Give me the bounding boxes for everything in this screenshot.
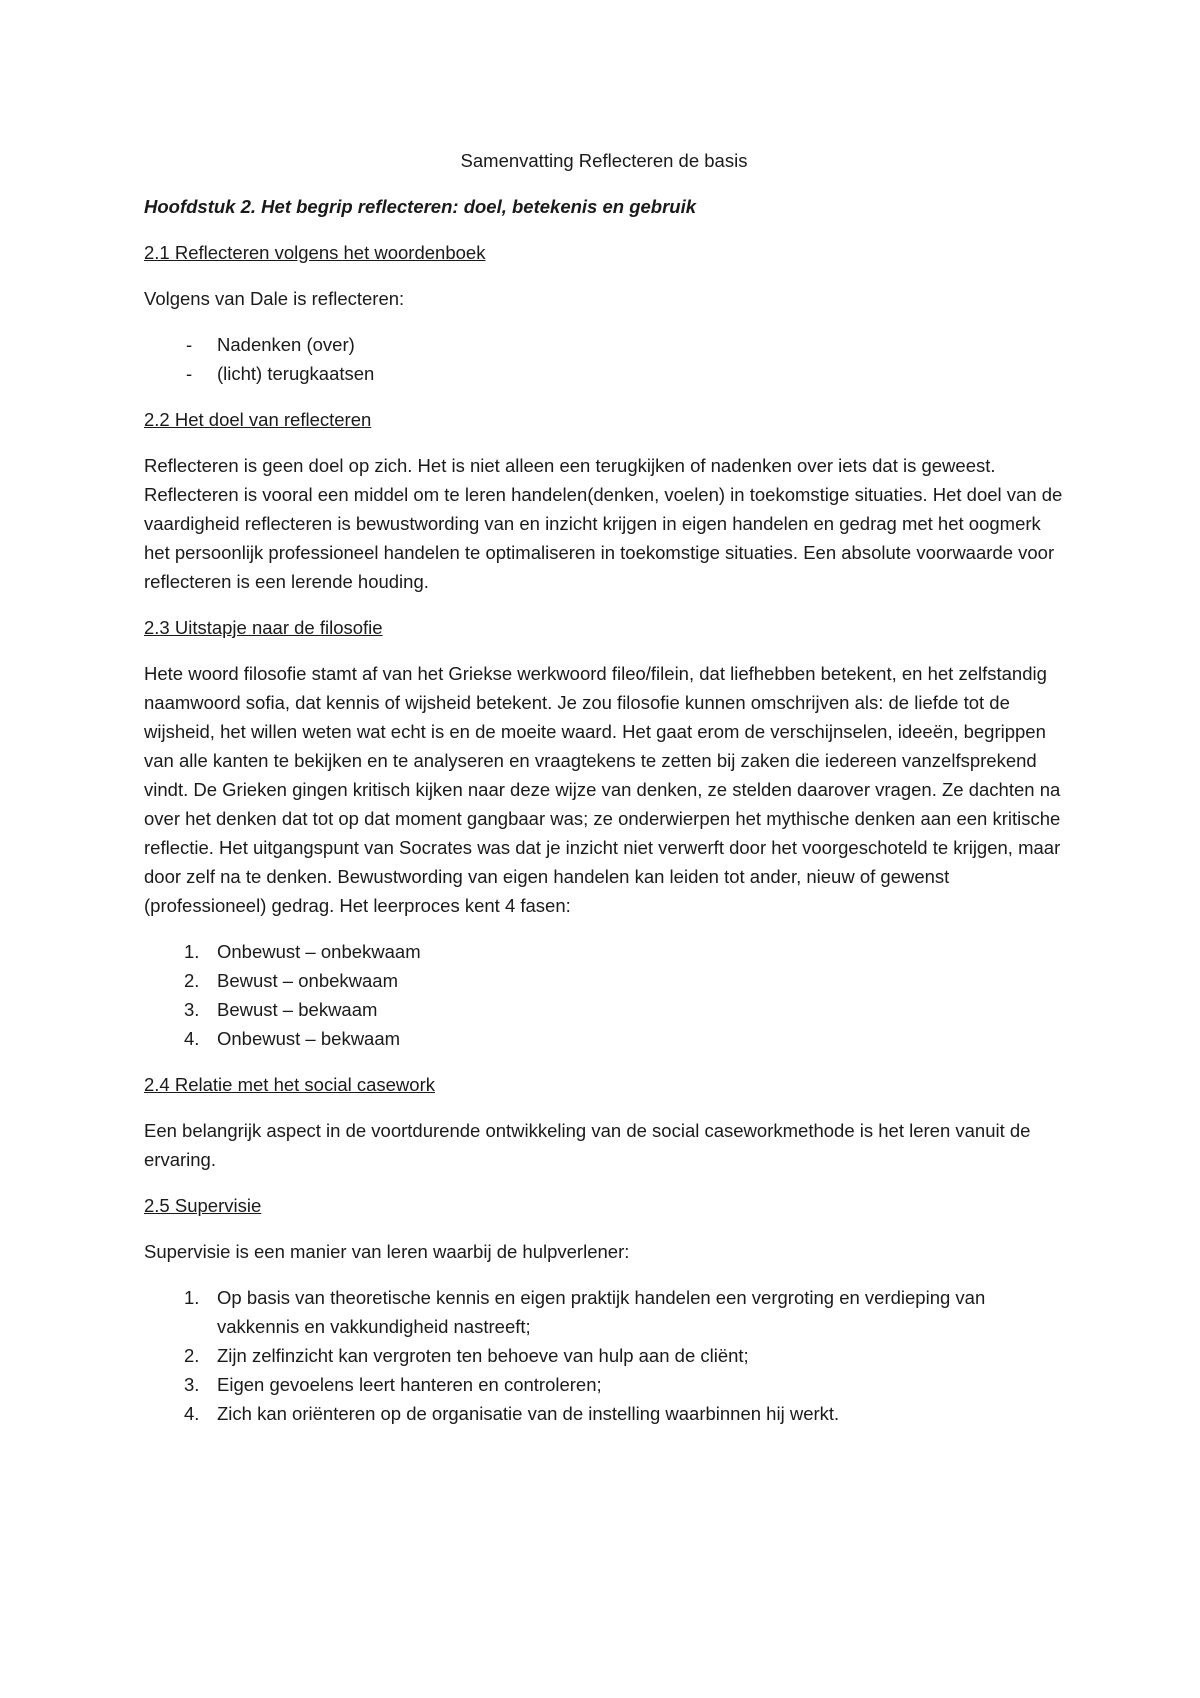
list-item	[144, 1024, 1064, 1053]
section-heading-2-5: 2.5 Supervisie	[144, 1195, 262, 1216]
list-number: 4.	[184, 1028, 200, 1049]
list-number: 1.	[184, 941, 200, 962]
section-2-1-intro: Volgens van Dale is reflecteren:	[144, 288, 405, 309]
list-item	[144, 995, 1064, 1024]
list-dash-marker: -	[186, 334, 193, 355]
list-item-text: Zich kan oriënteren op de organisatie van de instelling waarbinnen hij werkt.	[217, 1403, 840, 1424]
list-number: 4.	[184, 1403, 200, 1424]
section-2-4-paragraph: Een belangrijk aspect in de voortdurende ontwikkeling van de social caseworkmethode is het leren vanuit de ervaring.	[144, 1120, 1031, 1170]
section-2-1-list	[144, 330, 1064, 388]
list-item-text: Eigen gevoelens leert hanteren en controleren;	[217, 1374, 602, 1395]
list-number: 3.	[184, 1374, 200, 1395]
list-item-text: Bewust – bekwaam	[217, 999, 378, 1020]
chapter-heading: Hoofdstuk 2. Het begrip reflecteren: doel, betekenis en gebruik	[144, 196, 697, 217]
section-heading-2-4: 2.4 Relatie met het social casework	[144, 1074, 435, 1095]
list-number: 2.	[184, 970, 200, 991]
list-item	[144, 1283, 1064, 1341]
list-item-text: Zijn zelfinzicht kan vergroten ten behoeve van hulp aan de cliënt;	[217, 1345, 749, 1366]
list-number: 2.	[184, 1345, 200, 1366]
list-item-text: Op basis van theoretische kennis en eigen praktijk handelen een vergroting en verdieping van vakkennis en vakkundigheid nastreeft;	[217, 1287, 986, 1337]
list-item	[144, 966, 1064, 995]
section-2-5-intro: Supervisie is een manier van leren waarbij de hulpverlener:	[144, 1241, 630, 1262]
list-item-text: (licht) terugkaatsen	[217, 363, 375, 384]
document-title: Samenvatting Reflecteren de basis	[460, 150, 748, 171]
section-heading-2-1: 2.1 Reflecteren volgens het woordenboek	[144, 242, 486, 263]
list-item-text: Onbewust – bekwaam	[217, 1028, 401, 1049]
list-number: 3.	[184, 999, 200, 1020]
supervision-list	[144, 1283, 1064, 1428]
list-item-text: Nadenken (over)	[217, 334, 355, 355]
section-heading-2-3: 2.3 Uitstapje naar de filosofie	[144, 617, 383, 638]
list-item	[144, 937, 1064, 966]
section-2-2-paragraph: Reflecteren is geen doel op zich. Het is niet alleen een terugkijken of nadenken over iets dat is geweest. Reflecteren is vooral een middel om te leren handelen(denken, voelen) in toekomstige situaties. Het doel van de vaardigheid reflecteren is bewustwording van en inzicht krijgen in eigen handelen en gedrag met het oogmerk het persoonlijk professioneel handelen te optimaliseren in toekomstige situaties. Een absolute voorwaarde voor reflecteren is een lerende houding.	[144, 455, 1063, 592]
list-item-text: Onbewust – onbekwaam	[217, 941, 421, 962]
learning-phases-list	[144, 937, 1064, 1053]
page-content	[144, 146, 1064, 1445]
list-item	[144, 1341, 1064, 1370]
section-heading-2-2: 2.2 Het doel van reflecteren	[144, 409, 372, 430]
list-item	[144, 1370, 1064, 1399]
list-item-text: Bewust – onbekwaam	[217, 970, 398, 991]
list-dash-marker: -	[186, 363, 193, 384]
list-item	[144, 359, 1064, 388]
list-number: 1.	[184, 1287, 200, 1308]
list-item	[144, 1399, 1064, 1428]
list-item	[144, 330, 1064, 359]
section-2-3-paragraph: Hete woord filosofie stamt af van het Griekse werkwoord fileo/filein, dat liefhebben betekent, en het zelfstandig naamwoord sofia, dat kennis of wijsheid betekent. Je zou filosofie kunnen omschrijven als: de liefde tot de wijsheid, het willen weten wat echt is en de moeite waard. Het gaat erom de verschijnselen, ideeën, begrippen van alle kanten te bekijken en te analyseren en vraagtekens te zetten bij zaken die iedereen vanzelfsprekend vindt. De Grieken gingen kritisch kijken naar deze wijze van denken, ze stelden daarover vragen. Ze dachten na over het denken dat tot op dat moment gangbaar was; ze onderwierpen het mythische denken aan een kritische reflectie. Het uitgangspunt van Socrates was dat je inzicht niet verwerft door het voorgeschoteld te krijgen, maar door zelf na te denken. Bewustwording van eigen handelen kan leiden tot ander, nieuw of gewenst (professioneel) gedrag. Het leerproces kent 4 fasen:	[144, 663, 1061, 916]
